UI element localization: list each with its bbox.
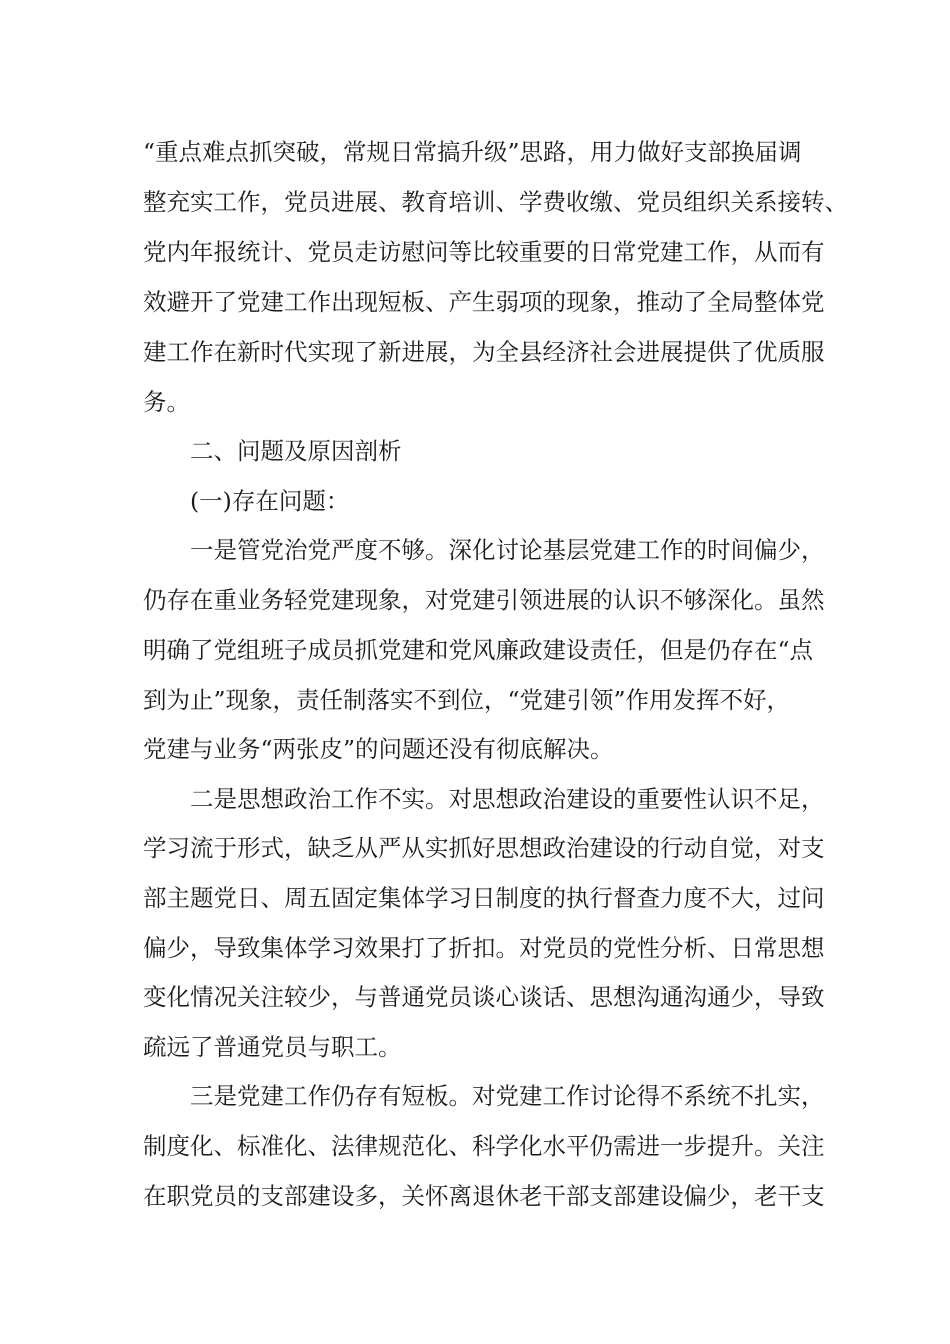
paragraph-line: 变化情况关注较少，与普通党员谈心谈话、思想沟通沟通少，导致: [143, 983, 825, 1011]
section-heading: 二、问题及原因剖析: [190, 437, 402, 465]
paragraph-line: 党建与业务“两张皮”的问题还没有彻底解决。: [143, 735, 614, 763]
paragraph-line: “重点难点抓突破，常规日常搞升级”思路，用力做好支部换届调: [143, 138, 802, 166]
paragraph-line: 党内年报统计、党员走访慰问等比较重要的日常党建工作，从而有: [143, 238, 825, 266]
paragraph-line: 部主题党日、周五固定集体学习日制度的执行督查力度不大，过问: [143, 884, 825, 912]
paragraph-line: 疏远了普通党员与职工。: [143, 1033, 402, 1061]
paragraph-line: 一是管党治党严度不够。深化讨论基层党建工作的时间偏少，: [190, 536, 825, 564]
paragraph-line: 在职党员的支部建设多，关怀离退休老干部支部建设偏少，老干支: [143, 1182, 825, 1210]
paragraph-line: 三是党建工作仍存有短板。对党建工作讨论得不系统不扎实，: [190, 1082, 825, 1110]
paragraph-line: 建工作在新时代实现了新进展，为全县经济社会进展提供了优质服: [143, 338, 825, 366]
paragraph-line: 效避开了党建工作出现短板、产生弱项的现象，推动了全局整体党: [143, 288, 825, 316]
paragraph-line: 到为止”现象，责任制落实不到位，“党建引领”作用发挥不好，: [143, 686, 791, 714]
paragraph-line: 偏少，导致集体学习效果打了折扣。对党员的党性分析、日常思想: [143, 934, 825, 962]
paragraph-line: 学习流于形式，缺乏从严从实抓好思想政治建设的行动自觉，对支: [143, 834, 825, 862]
subsection-heading: (一)存在问题：: [190, 487, 350, 515]
paragraph-line: 务。: [143, 388, 190, 416]
paragraph-line: 明确了党组班子成员抓党建和党风廉政建设责任，但是仍存在“点: [143, 636, 814, 664]
paragraph-line: 整充实工作，党员进展、教育培训、学费收缴、党员组织关系接转、: [143, 188, 848, 216]
paragraph-line: 二是思想政治工作不实。对思想政治建设的重要性认识不足，: [190, 785, 825, 813]
paragraph-line: 制度化、标准化、法律规范化、科学化水平仍需进一步提升。关注: [143, 1132, 825, 1160]
paragraph-line: 仍存在重业务轻党建现象，对党建引领进展的认识不够深化。虽然: [143, 586, 825, 614]
